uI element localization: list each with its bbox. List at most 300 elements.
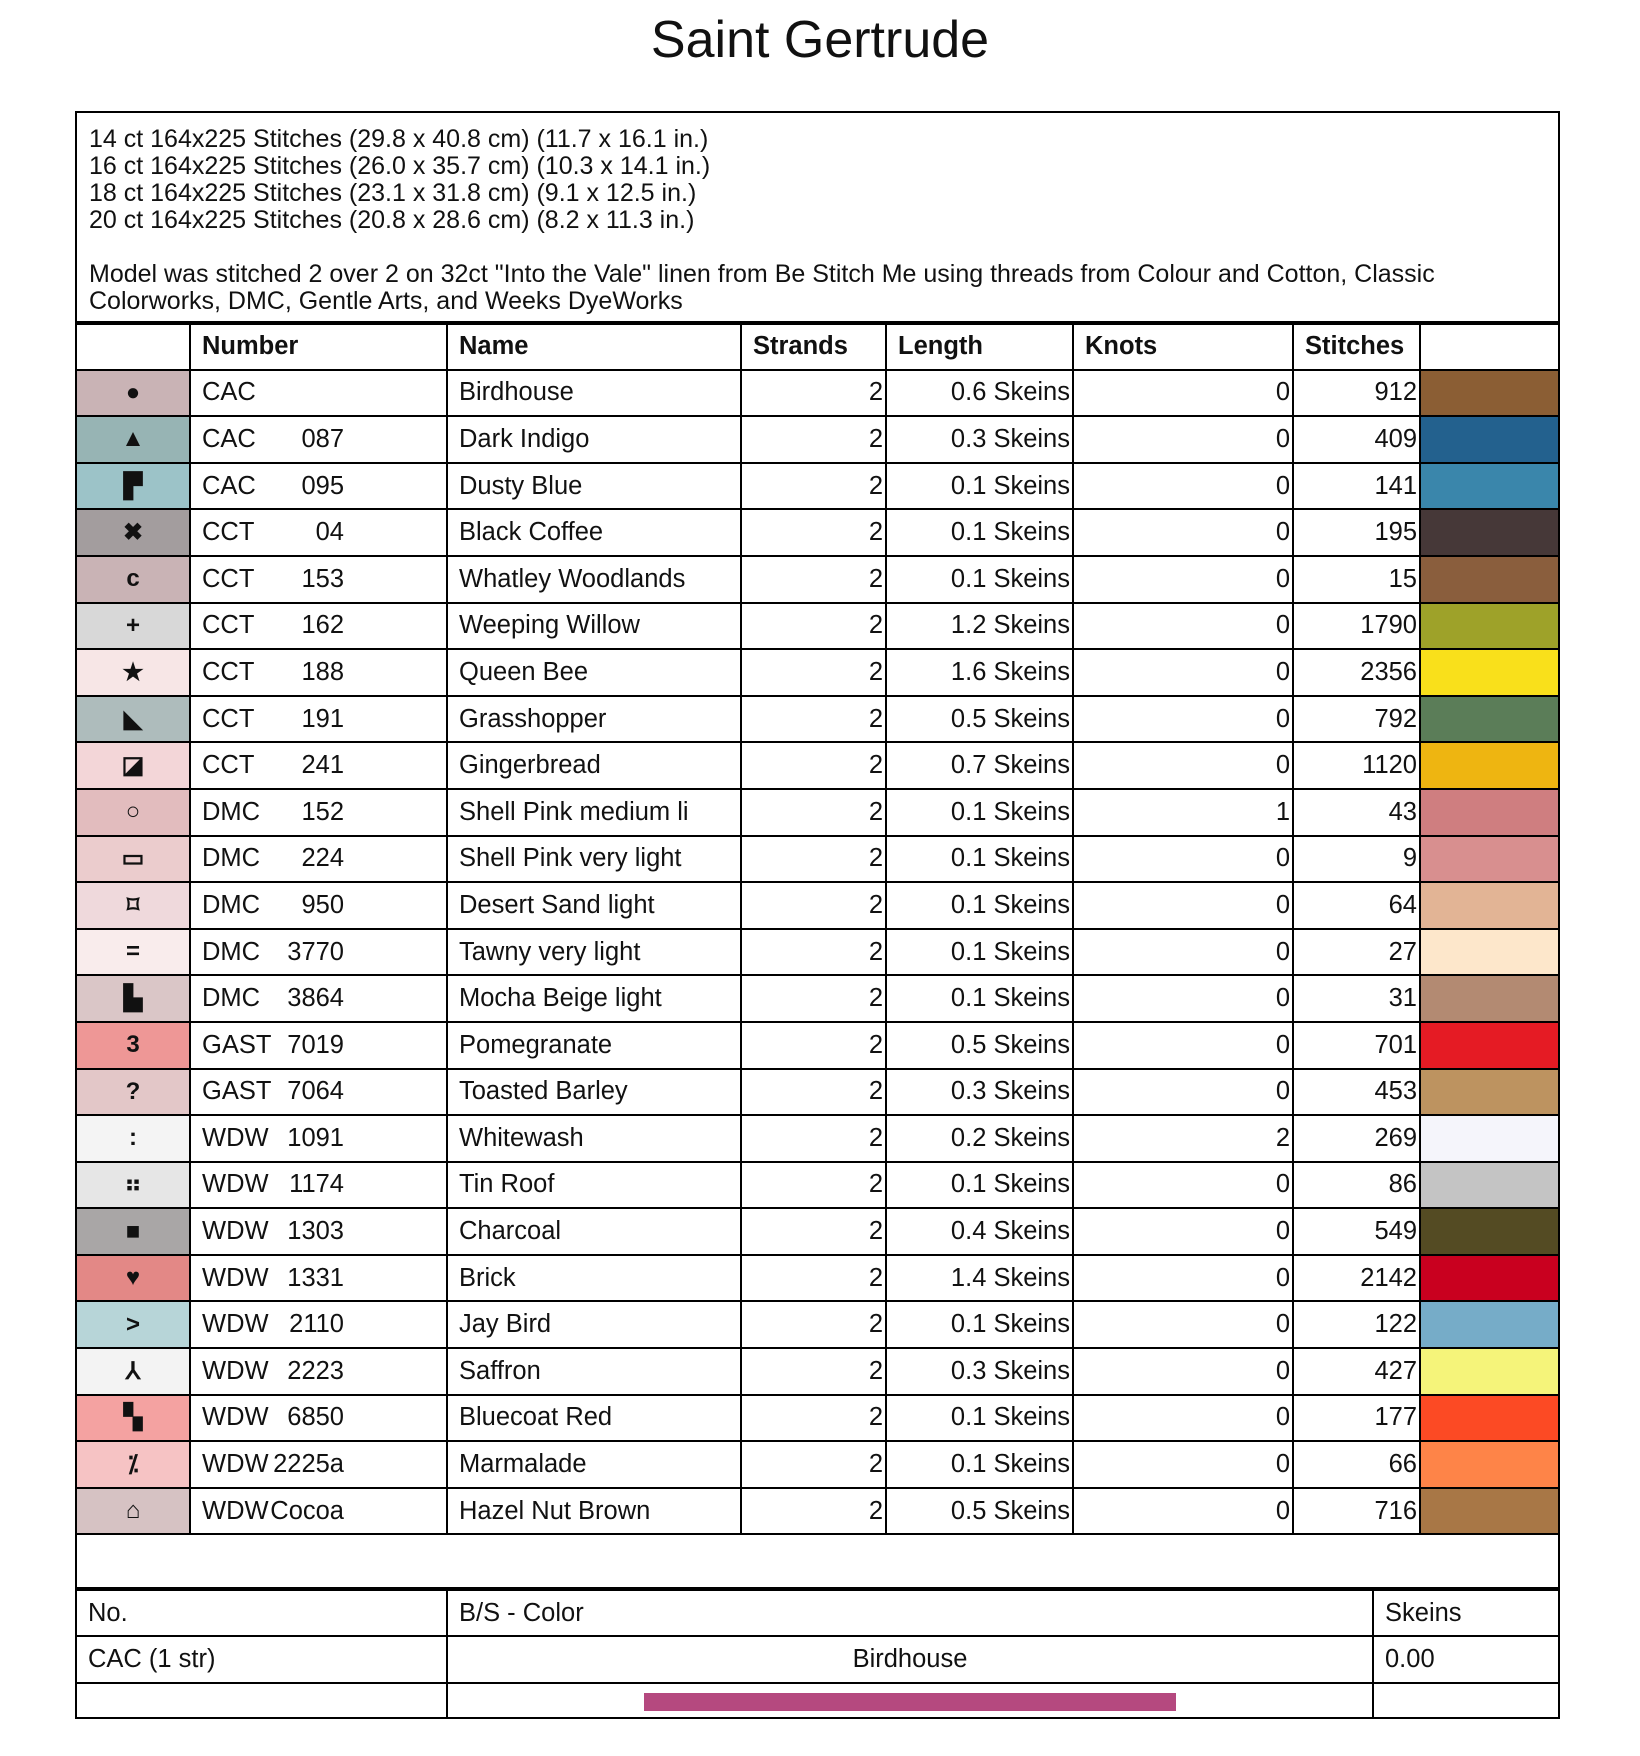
legend-row — [77, 1069, 1558, 1116]
thread-name: Whitewash — [447, 1115, 741, 1162]
legend-header-row — [77, 323, 1558, 370]
thread-code: 095 — [301, 471, 344, 500]
color-swatch — [1420, 1441, 1558, 1488]
strands-value: 2 — [741, 1208, 886, 1255]
thread-number — [190, 416, 447, 463]
legend-row — [77, 1208, 1558, 1255]
thread-brand: CCT — [202, 518, 255, 547]
thread-code: 7019 — [287, 1030, 344, 1059]
knots-value: 0 — [1073, 1395, 1293, 1442]
legend-row — [77, 416, 1558, 463]
thread-brand: DMC — [202, 984, 261, 1013]
thread-number — [190, 1208, 447, 1255]
legend-row — [77, 370, 1558, 417]
strands-value: 2 — [741, 1115, 886, 1162]
legend-row — [77, 649, 1558, 696]
thread-name: Black Coffee — [447, 509, 741, 556]
stitches-value: 701 — [1293, 1022, 1420, 1069]
strands-value: 2 — [741, 370, 886, 417]
thread-code: 2223 — [287, 1356, 344, 1385]
strands-value: 2 — [741, 1301, 886, 1348]
strands-value: 2 — [741, 463, 886, 510]
stitch-symbol: ◣ — [77, 696, 190, 743]
color-swatch — [1420, 1395, 1558, 1442]
backstitch-empty — [77, 1683, 447, 1719]
thread-number — [190, 1488, 447, 1535]
thread-name: Marmalade — [447, 1441, 741, 1488]
legend-row — [77, 929, 1558, 976]
legend-row — [77, 696, 1558, 743]
knots-value: 0 — [1073, 1488, 1293, 1535]
thread-brand: WDW — [202, 1217, 269, 1246]
stitch-symbol: + — [77, 603, 190, 650]
strands-value: 2 — [741, 1069, 886, 1116]
legend-row — [77, 1395, 1558, 1442]
length-value: 0.1 Skeins — [886, 1162, 1073, 1209]
header-length: Length — [886, 323, 1073, 370]
knots-value: 0 — [1073, 1069, 1293, 1116]
thread-code: 087 — [301, 424, 344, 453]
strands-value: 2 — [741, 1022, 886, 1069]
strands-value: 2 — [741, 742, 886, 789]
thread-name: Dusty Blue — [447, 463, 741, 510]
legend-row — [77, 1301, 1558, 1348]
thread-brand: WDW — [202, 1356, 269, 1385]
backstitch-header-row — [77, 1589, 1558, 1636]
thread-code: 153 — [301, 564, 344, 593]
thread-brand: WDW — [202, 1123, 269, 1152]
size-info — [89, 126, 1549, 315]
stitches-value: 66 — [1293, 1441, 1420, 1488]
thread-number — [190, 1022, 447, 1069]
backstitch-row — [77, 1636, 1558, 1683]
header-swatch — [1420, 323, 1558, 370]
thread-name: Mocha Beige light — [447, 975, 741, 1022]
thread-brand: GAST — [202, 1077, 272, 1106]
stitch-symbol: ? — [77, 1069, 190, 1116]
length-value: 1.6 Skeins — [886, 649, 1073, 696]
strands-value: 2 — [741, 649, 886, 696]
thread-number — [190, 1348, 447, 1395]
stitch-symbol: c — [77, 556, 190, 603]
thread-number — [190, 370, 447, 417]
legend-row — [77, 509, 1558, 556]
length-value: 1.2 Skeins — [886, 603, 1073, 650]
stitch-symbol: ★ — [77, 649, 190, 696]
strands-value: 2 — [741, 836, 886, 883]
thread-brand: GAST — [202, 1030, 272, 1059]
stitch-symbol: > — [77, 1301, 190, 1348]
thread-name: Saffron — [447, 1348, 741, 1395]
thread-code: 3770 — [287, 937, 344, 966]
stitches-value: 15 — [1293, 556, 1420, 603]
thread-code: 224 — [301, 844, 344, 873]
color-swatch — [1420, 649, 1558, 696]
legend-body — [77, 370, 1558, 1535]
backstitch-line-row — [77, 1683, 1558, 1719]
stitches-value: 549 — [1293, 1208, 1420, 1255]
thread-number — [190, 836, 447, 883]
thread-brand: WDW — [202, 1310, 269, 1339]
color-swatch — [1420, 1488, 1558, 1535]
thread-code: 152 — [301, 797, 344, 826]
size-line: 20 ct 164x225 Stitches (20.8 x 28.6 cm) (8.2 x 11.3 in.) — [89, 206, 695, 234]
size-line: 14 ct 164x225 Stitches (29.8 x 40.8 cm) (11.7 x 16.1 in.) — [89, 125, 709, 153]
backstitch-color-name: Birdhouse — [447, 1636, 1373, 1683]
strands-value: 2 — [741, 1488, 886, 1535]
stitches-value: 716 — [1293, 1488, 1420, 1535]
thread-number — [190, 463, 447, 510]
color-swatch — [1420, 509, 1558, 556]
stitch-symbol: ◪ — [77, 742, 190, 789]
stitch-symbol: ⁒ — [77, 1441, 190, 1488]
strands-value: 2 — [741, 929, 886, 976]
knots-value: 0 — [1073, 742, 1293, 789]
header-strands: Strands — [741, 323, 886, 370]
legend-row — [77, 603, 1558, 650]
color-swatch — [1420, 696, 1558, 743]
thread-number — [190, 603, 447, 650]
thread-code: 3864 — [287, 984, 344, 1013]
thread-name: Charcoal — [447, 1208, 741, 1255]
stitches-value: 792 — [1293, 696, 1420, 743]
stitches-value: 2356 — [1293, 649, 1420, 696]
strands-value: 2 — [741, 1395, 886, 1442]
color-swatch — [1420, 1301, 1558, 1348]
stitches-value: 27 — [1293, 929, 1420, 976]
knots-value: 0 — [1073, 463, 1293, 510]
thread-name: Shell Pink very light — [447, 836, 741, 883]
legend-row — [77, 975, 1558, 1022]
thread-number — [190, 882, 447, 929]
thread-name: Weeping Willow — [447, 603, 741, 650]
length-value: 0.3 Skeins — [886, 416, 1073, 463]
thread-code: 2225a — [273, 1450, 344, 1479]
stitch-symbol: ♥ — [77, 1255, 190, 1302]
thread-brand: WDW — [202, 1496, 269, 1525]
stitches-value: 141 — [1293, 463, 1420, 510]
legend-row — [77, 1255, 1558, 1302]
length-value: 0.1 Skeins — [886, 1395, 1073, 1442]
stitches-value: 912 — [1293, 370, 1420, 417]
thread-number — [190, 1069, 447, 1116]
stitch-symbol: ▚ — [77, 1395, 190, 1442]
thread-number — [190, 1255, 447, 1302]
thread-name: Jay Bird — [447, 1301, 741, 1348]
legend-row — [77, 1348, 1558, 1395]
legend-row — [77, 1115, 1558, 1162]
thread-brand: WDW — [202, 1170, 269, 1199]
backstitch-skeins: 0.00 — [1373, 1636, 1558, 1683]
thread-code: 188 — [301, 657, 344, 686]
thread-name: Shell Pink medium li — [447, 789, 741, 836]
stitch-symbol: ⅄ — [77, 1348, 190, 1395]
backstitch-header-color: B/S - Color — [447, 1589, 1373, 1636]
thread-brand: CAC — [202, 378, 256, 407]
stitch-symbol: 3 — [77, 1022, 190, 1069]
color-swatch — [1420, 742, 1558, 789]
stitch-symbol: ⌑ — [77, 882, 190, 929]
size-line: 16 ct 164x225 Stitches (26.0 x 35.7 cm) (10.3 x 14.1 in.) — [89, 152, 711, 180]
thread-brand: DMC — [202, 937, 261, 966]
stitch-symbol: = — [77, 929, 190, 976]
color-swatch — [1420, 1208, 1558, 1255]
thread-number — [190, 1301, 447, 1348]
knots-value: 0 — [1073, 556, 1293, 603]
knots-value: 0 — [1073, 882, 1293, 929]
thread-name: Dark Indigo — [447, 416, 741, 463]
knots-value: 0 — [1073, 370, 1293, 417]
length-value: 0.4 Skeins — [886, 1208, 1073, 1255]
length-value: 0.3 Skeins — [886, 1348, 1073, 1395]
thread-code: 2110 — [289, 1310, 344, 1339]
color-swatch — [1420, 789, 1558, 836]
backstitch-table — [77, 1587, 1558, 1719]
stitches-value: 427 — [1293, 1348, 1420, 1395]
length-value: 0.1 Skeins — [886, 1441, 1073, 1488]
color-swatch — [1420, 1069, 1558, 1116]
stitch-symbol: ✖ — [77, 509, 190, 556]
thread-number — [190, 742, 447, 789]
thread-number — [190, 1441, 447, 1488]
color-swatch — [1420, 1115, 1558, 1162]
thread-code: 6850 — [287, 1403, 344, 1432]
knots-value: 0 — [1073, 1301, 1293, 1348]
color-swatch — [1420, 882, 1558, 929]
stitch-symbol: ▲ — [77, 416, 190, 463]
thread-brand: CCT — [202, 751, 255, 780]
color-swatch — [1420, 929, 1558, 976]
length-value: 0.1 Skeins — [886, 975, 1073, 1022]
thread-name: Tin Roof — [447, 1162, 741, 1209]
stitches-value: 31 — [1293, 975, 1420, 1022]
backstitch-header-no: No. — [77, 1589, 447, 1636]
thread-code: 241 — [301, 751, 344, 780]
legend-row — [77, 882, 1558, 929]
thread-brand: DMC — [202, 890, 261, 919]
color-swatch — [1420, 1348, 1558, 1395]
color-swatch — [1420, 603, 1558, 650]
legend-row — [77, 556, 1558, 603]
thread-code: 1174 — [289, 1170, 344, 1199]
legend-row — [77, 463, 1558, 510]
thread-name: Brick — [447, 1255, 741, 1302]
knots-value: 0 — [1073, 975, 1293, 1022]
backstitch-empty — [1373, 1683, 1558, 1719]
thread-number — [190, 789, 447, 836]
knots-value: 1 — [1073, 789, 1293, 836]
thread-number — [190, 975, 447, 1022]
backstitch-header-skeins: Skeins — [1373, 1589, 1558, 1636]
length-value: 0.5 Skeins — [886, 1022, 1073, 1069]
knots-value: 0 — [1073, 1348, 1293, 1395]
legend-row — [77, 836, 1558, 883]
stitches-value: 43 — [1293, 789, 1420, 836]
length-value: 0.1 Skeins — [886, 556, 1073, 603]
thread-number — [190, 696, 447, 743]
strands-value: 2 — [741, 975, 886, 1022]
thread-name: Queen Bee — [447, 649, 741, 696]
knots-value: 0 — [1073, 416, 1293, 463]
thread-brand: CAC — [202, 424, 256, 453]
stitch-symbol: : — [77, 1115, 190, 1162]
thread-brand: CAC — [202, 471, 256, 500]
knots-value: 0 — [1073, 1022, 1293, 1069]
stitches-value: 409 — [1293, 416, 1420, 463]
stitches-value: 195 — [1293, 509, 1420, 556]
strands-value: 2 — [741, 1348, 886, 1395]
thread-code: Cocoa — [270, 1496, 344, 1525]
stitches-value: 1790 — [1293, 603, 1420, 650]
page-title: Saint Gertrude — [650, 11, 990, 69]
thread-name: Birdhouse — [447, 370, 741, 417]
length-value: 1.4 Skeins — [886, 1255, 1073, 1302]
backstitch-line-cell — [447, 1683, 1373, 1719]
backstitch-no: CAC (1 str) — [77, 1636, 447, 1683]
thread-brand: WDW — [202, 1403, 269, 1432]
thread-brand: WDW — [202, 1263, 269, 1292]
header-stitches: Stitches — [1293, 323, 1420, 370]
legend-row — [77, 789, 1558, 836]
thread-name: Pomegranate — [447, 1022, 741, 1069]
thread-brand: CCT — [202, 657, 255, 686]
thread-number — [190, 649, 447, 696]
backstitch-line-swatch — [644, 1693, 1176, 1711]
strands-value: 2 — [741, 603, 886, 650]
thread-name: Desert Sand light — [447, 882, 741, 929]
thread-brand: CCT — [202, 611, 255, 640]
thread-code: 04 — [315, 518, 344, 547]
stitch-symbol: ● — [77, 370, 190, 417]
color-swatch — [1420, 463, 1558, 510]
length-value: 0.1 Skeins — [886, 929, 1073, 976]
stitch-symbol: ■ — [77, 1208, 190, 1255]
legend-row — [77, 1022, 1558, 1069]
header-symbol — [77, 323, 190, 370]
thread-name: Gingerbread — [447, 742, 741, 789]
thread-code: 1331 — [287, 1263, 344, 1292]
thread-code: 1091 — [287, 1123, 344, 1152]
stitches-value: 1120 — [1293, 742, 1420, 789]
thread-name: Hazel Nut Brown — [447, 1488, 741, 1535]
legend-row — [77, 742, 1558, 789]
length-value: 0.3 Skeins — [886, 1069, 1073, 1116]
thread-name: Toasted Barley — [447, 1069, 741, 1116]
thread-number — [190, 1395, 447, 1442]
header-number: Number — [190, 323, 447, 370]
thread-number — [190, 1115, 447, 1162]
model-note: Model was stitched 2 over 2 on 32ct "Into the Vale" linen from Be Stitch Me using threads from Colour and Cotton, Classic Colorworks, DMC, Gentle Arts, and Weeks DyeWorks — [89, 260, 1435, 315]
legend-row — [77, 1162, 1558, 1209]
stitch-symbol: ▭ — [77, 836, 190, 883]
stitch-symbol: ▙ — [77, 975, 190, 1022]
thread-code: 162 — [301, 611, 344, 640]
thread-brand: CCT — [202, 564, 255, 593]
stitch-symbol: ○ — [77, 789, 190, 836]
thread-code: 7064 — [287, 1077, 344, 1106]
stitches-value: 269 — [1293, 1115, 1420, 1162]
knots-value: 0 — [1073, 929, 1293, 976]
header-knots: Knots — [1073, 323, 1293, 370]
color-swatch — [1420, 1255, 1558, 1302]
length-value: 0.5 Skeins — [886, 1488, 1073, 1535]
thread-legend-table — [77, 321, 1558, 1535]
stitch-symbol: ⠶ — [77, 1162, 190, 1209]
thread-number — [190, 556, 447, 603]
strands-value: 2 — [741, 1255, 886, 1302]
knots-value: 0 — [1073, 603, 1293, 650]
legend-row — [77, 1488, 1558, 1535]
length-value: 0.7 Skeins — [886, 742, 1073, 789]
length-value: 0.1 Skeins — [886, 882, 1073, 929]
thread-brand: CCT — [202, 704, 255, 733]
length-value: 0.1 Skeins — [886, 463, 1073, 510]
strands-value: 2 — [741, 1441, 886, 1488]
color-swatch — [1420, 836, 1558, 883]
thread-name: Bluecoat Red — [447, 1395, 741, 1442]
thread-code: 191 — [301, 704, 344, 733]
knots-value: 0 — [1073, 1208, 1293, 1255]
stitches-value: 122 — [1293, 1301, 1420, 1348]
color-swatch — [1420, 556, 1558, 603]
thread-number — [190, 1162, 447, 1209]
thread-code: 1303 — [287, 1217, 344, 1246]
stitch-symbol: ▛ — [77, 463, 190, 510]
stitches-value: 64 — [1293, 882, 1420, 929]
thread-brand: DMC — [202, 844, 261, 873]
thread-name: Whatley Woodlands — [447, 556, 741, 603]
length-value: 0.1 Skeins — [886, 1301, 1073, 1348]
strands-value: 2 — [741, 509, 886, 556]
knots-value: 0 — [1073, 1255, 1293, 1302]
stitch-symbol: ⌂ — [77, 1488, 190, 1535]
thread-code: 950 — [301, 890, 344, 919]
knots-value: 0 — [1073, 836, 1293, 883]
knots-value: 0 — [1073, 1162, 1293, 1209]
color-swatch — [1420, 370, 1558, 417]
knots-value: 0 — [1073, 649, 1293, 696]
length-value: 0.1 Skeins — [886, 509, 1073, 556]
knots-value: 0 — [1073, 509, 1293, 556]
strands-value: 2 — [741, 789, 886, 836]
thread-name: Tawny very light — [447, 929, 741, 976]
stitches-value: 2142 — [1293, 1255, 1420, 1302]
stitches-value: 453 — [1293, 1069, 1420, 1116]
length-value: 0.6 Skeins — [886, 370, 1073, 417]
color-swatch — [1420, 1162, 1558, 1209]
thread-name: Grasshopper — [447, 696, 741, 743]
thread-number — [190, 509, 447, 556]
length-value: 0.1 Skeins — [886, 836, 1073, 883]
thread-number — [190, 929, 447, 976]
strands-value: 2 — [741, 1162, 886, 1209]
stitches-value: 9 — [1293, 836, 1420, 883]
color-swatch — [1420, 1022, 1558, 1069]
length-value: 0.1 Skeins — [886, 789, 1073, 836]
stitches-value: 86 — [1293, 1162, 1420, 1209]
strands-value: 2 — [741, 882, 886, 929]
thread-brand: DMC — [202, 797, 261, 826]
strands-value: 2 — [741, 696, 886, 743]
length-value: 0.5 Skeins — [886, 696, 1073, 743]
thread-brand: WDW — [202, 1450, 269, 1479]
strands-value: 2 — [741, 556, 886, 603]
knots-value: 0 — [1073, 1441, 1293, 1488]
stitches-value: 177 — [1293, 1395, 1420, 1442]
strands-value: 2 — [741, 416, 886, 463]
header-name: Name — [447, 323, 741, 370]
color-swatch — [1420, 416, 1558, 463]
